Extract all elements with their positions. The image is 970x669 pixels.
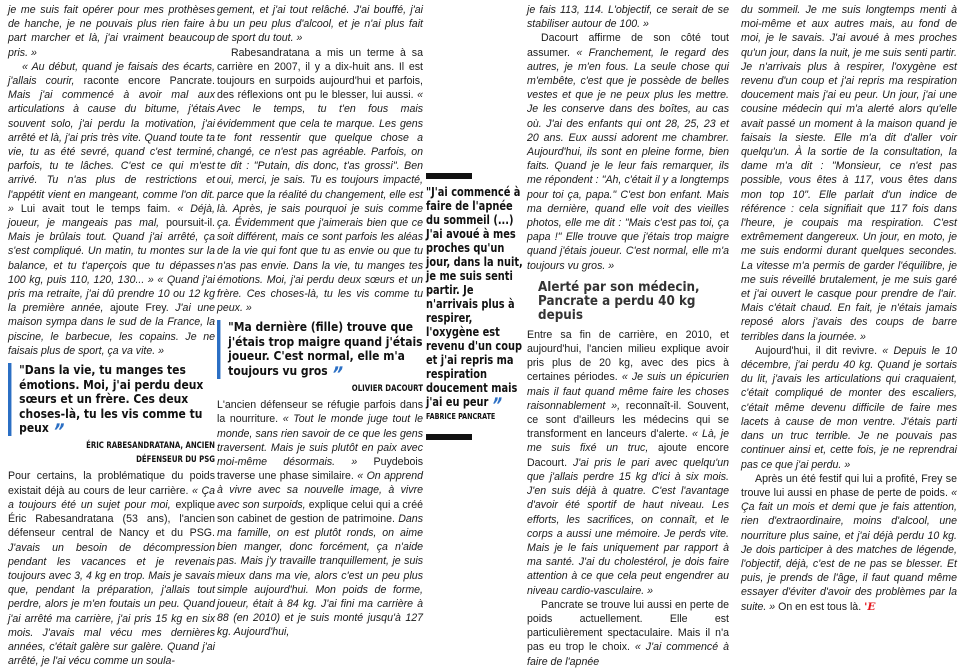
text: ajoute Frey.	[103, 302, 176, 315]
text: On en est tous là.	[775, 600, 865, 613]
article-column-5	[741, 3, 957, 614]
text: Puydebois traverse une phase similaire.	[217, 455, 423, 483]
paragraph	[8, 60, 215, 358]
paragraph	[8, 469, 215, 668]
paragraph	[217, 46, 423, 316]
pull-quote-text: "Dans la vie, tu manges tes émotions. Moi, j'ai perdu deux sœurs et un frère. Ces deux choses-là, tu les vis comme tu peux	[19, 362, 204, 436]
paragraph: du sommeil. Je me suis longtemps menti à moi-même et aux autres mais, au fond de moi, je le savais. J'ai avoué à mes proches qu'un jour, dans la nuit, je me suis senti partir. Je n'arrivais plus à respirer, l'oxygène est revenu d'un coup et j'ai repris ma respiration doucement mais j'ai eu peur. Un jour, j'ai une cousine médecin qui m'a alerté alors qu'elle avait passé un moment à la maison quand je faisais la sieste. Elle m'a dit d'aller voir quelqu'un. À la sortie de la consultation, la dame m'a dit : "Monsieur, ce n'est pas possible, vous êtes à 117, vous êtes dans mon top 10". Elle parlait d'un indice de référence : cela signifiait que 117 fois dans l'heure, je coupais ma respiration. C'est extrêmement dangereux. Un jour, en moto, je me suis endormi durant quelques secondes. La vitesse m'a permis de garder l'équilibre, je me suis réveillé brutalement, je me suis garé et j'ai ouvert le casque pour prendre de l'air. Mais c'était chaud. En fait, je n'étais jamais reposé alors j'avais des coups de barre terribles dans la journée. »	[741, 4, 957, 343]
text: Entre sa fin de carrière, en 2010, et aujourd'hui, l'ancien milieu explique avoir pris plus de 20 kg, avec des pics à certaines périodes.	[527, 328, 729, 384]
quote-text: J'avais un besoin de décompression pendant les vacances et je revenais toujours avec 3, 4 kg en trop. Mais je savais que, pendant la préparation, j'allais tout perdre, alors je m'en foutais un peu. Quand j'ai arrêté ma carrière, j'ai pris 15 kg en six mois. J'avais mal vécu mes dernières années, c'était galère sur galère. Quand j'ai arrêté, je l'ai vécu comme un soula-	[8, 541, 215, 668]
paragraph	[527, 328, 729, 598]
pull-quote	[217, 319, 434, 386]
text: poursuit-il.	[159, 217, 216, 230]
center-pull-quote	[426, 185, 524, 421]
article-column-2	[217, 3, 423, 640]
quote-attribution: FABRICE PANCRATE	[426, 412, 496, 421]
paragraph	[741, 344, 957, 472]
quote-text: Dans ma famille, on est plutôt ronds, on aime bien manger, donc forcément, ça n'aide pas. Mais j'y travaille tranquillement, je suis mieux dans ma vie, alors c'est un peu plus simple aujourd'hui. Mon poids de forme, joueur, était à 84 kg. J'ai fini ma carrière à 88 (en 2010) et je suis monté jusqu'à 127 kg. Aujourd'hui,	[217, 512, 423, 639]
pull-quote-text: "Ma dernière (fille) trouve que j'étais trop maigre quand j'étais joueur. C'est normal, elle m'a toujours vu gros	[228, 319, 423, 378]
quote-text: Mais j'ai commencé à avoir mal aux articulations à cause du bitume, j'étais souvent solo, j'ai perdu la motivation, j'ai arrêté et là, j'ai pris très vite. Quand toute ta vie, tu as été sevré, quand c'est terminé, parfois, tu te lâches. C'est ce qui m'est arrivé. Tu n'as plus de restrictions et l'appétit vient en mangeant, comme l'on dit. »	[8, 89, 215, 215]
quote-text: « Tout le monde juge tout le monde, sans rien savoir de ce que les gens traversent. Mais je suis plutôt en paix avec moi-même désormais. »	[217, 413, 424, 468]
divider-bar-bottom	[426, 434, 472, 440]
quote-text: « Au début, quand je faisais des écarts, j'allais courir,	[8, 60, 215, 88]
quote-text: « Ça a toujours été un sujet pour moi,	[8, 484, 215, 511]
text: Après un été festif qui lui a profité, Frey se trouve lui aussi en phase de perte de poids.	[741, 472, 957, 499]
quote-text: « Déjà, joueur, je mangeais pas mal,	[8, 202, 215, 230]
close-quote-icon: ”	[49, 419, 64, 444]
paragraph: gement, et j'ai tout relâché. J'ai bouffé, j'ai bu un peu plus d'alcool, et je n'ai plus fait de sport du tout. »	[217, 4, 423, 45]
text: reconnaît-il. Souvent, ce sont d'ailleurs les médecins qui se transforment en lanceurs d'alerte.	[527, 399, 729, 441]
text: raconte encore Pancrate.	[74, 75, 216, 88]
quote-text: J'ai une maison sympa dans le sud de la France, la piscine, le barbecue, les copains. Je ne faisais plus de sport, ça va vite. »	[8, 302, 215, 357]
text: Rabesandratana a mis un terme à sa carrière en 2007, il y a dix-huit ans. Il est toujours en surpoids aujourd'hui et parfois, des réflexions ont pu le blesser, lui aussi.	[217, 46, 423, 102]
text: Lui avait tout le temps faim.	[13, 202, 178, 215]
quote-text: « Franchement, le regard des autres, je m'en fous. La seule chose qui m'embête, c'est que je possède de belles vestes et que je ne peux plus les mettre. Je les conserve dans des boîtes, au cas où. J'ai des enfants qui ont 28, 25, 23 et 20 ans. Eux aussi adorent me chambrer. Aujourd'hui, ils sont en pleine forme, bien faits. Quand je le leur fais remarquer, ils me répondent : "Ah, c'était il y a longtemps pour toi ça, papa." C'est bon enfant. Mais ma dernière, quand elle voit des vieilles photos, elle me dit : "Mais c'est pas toi, ça papa !" Elle trouve que j'étais trop maigre quand j'étais joueur. C'est normal, elle m'a toujours vu gros. »	[527, 46, 729, 272]
divider-bar-top	[426, 173, 472, 179]
quote-text: « Depuis le 10 décembre, j'ai perdu 40 kg. Quand je sortais du lit, j'avais les articulations qui craquaient, c'était compliqué de monter des escaliers, c'était même devenu difficile de faire mes lacets à cause de mon ventre. J'étais parti dans un truc terrible. Je ne pouvais pas continuer ainsi et, cette fois, je ne reprendrai pas ce que j'ai perdu. »	[741, 344, 957, 471]
quote-text: « Ça fait un mois et demi que je fais attention, rien d'extraordinaire, moins d'alcool, une nourriture plus saine, et j'ai déjà perdu 10 kg. Je dois participer à des matches de légende, l'objectif, déjà, c'est de ne pas se blesser. Et puis, je prends de l'âge, il faut quand même essayer d'éviter d'avoir des problèmes par la suite. »	[741, 486, 957, 613]
paragraph	[527, 598, 729, 669]
text: ajoute encore Dacourt.	[527, 442, 729, 469]
quote-attribution: ÉRIC RABESANDRATANA, ANCIEN DÉFENSEUR DU PSG	[86, 441, 215, 466]
text: Pour certains, la problématique du poids existait déjà au cours de leur carrière.	[8, 470, 215, 497]
end-mark-logo: 'E	[864, 600, 876, 613]
paragraph	[527, 31, 729, 272]
paragraph	[217, 398, 423, 639]
text: explique Éric Rabesandratana (53 ans), l'ancien défenseur central de Nancy et du PSG.	[8, 498, 216, 540]
quote-text: J'ai pris le pari avec quelqu'un que j'allais perdre 15 kg d'ici à six mois. J'en suis déjà à quatre. C'est l'avantage d'avoir été sportif de haut niveau. Les efforts, les sacrifices, on connaît, et le corps a aussi une mémoire. Je perds vite. Mais je le fais uniquement par rapport à ma santé. J'ai du cholestérol, je dois faire attention à ce que cela peut engendrer au niveau cardio-vasculaire. »	[527, 456, 730, 597]
paragraph	[741, 472, 957, 614]
pull-quote	[8, 362, 226, 444]
quote-text: « Avec le temps, tu t'en fous mais évidemment que cela te marque. Les gens te font ressentir que quelque chose a changé, ce n'est pas agréable. Parfois, on te dit : "Putain, dis donc, t'as grossi". Ben oui, merci, je sais. Tu es toujours impacté, parce que la réalité du changement, elle est là. Après, je sais pourquoi je suis comme ça. Évidemment que j'aimerais bien que ce soit différent, mais ce sont parfois les aléas de la vie qui font que tu as envie ou que tu n'as pas envie. Dans la vie, tu manges tes émotions. Moi, j'ai perdu deux sœurs et un frère. Ces choses-là, tu les vis comme tu peux. »	[217, 89, 423, 315]
article-column-1	[8, 3, 215, 668]
text: explique celui qui a créé son cabinet de gestion de patrimoine.	[217, 498, 423, 525]
paragraph: je fais 113, 114. L'objectif, ce serait de se stabiliser autour de 100. »	[527, 4, 729, 31]
quote-text: « On apprend à vivre avec sa nouvelle image, à vivre avec son surpoids,	[217, 470, 423, 511]
quote-text: « Quand j'ai pris ma retraite, j'ai dû prendre 10 ou 12 kg la première année,	[8, 273, 215, 315]
text: L'ancien défenseur se réfugie parfois dans la nourriture.	[217, 399, 423, 426]
text: Dacourt affirme de son côté tout assumer.	[527, 32, 729, 59]
pull-quote-text: "J'ai commencé à faire de l'apnée du sommeil (...) J'ai avoué à mes proches qu'un jour, dans la nuit, je me suis senti partir. Je n'arrivais plus à respirer, l'oxygène est revenu d'un coup et j'ai repris ma respiration doucement mais j'ai eu peur	[426, 184, 523, 409]
quote-text: « J'ai commencé à faire de l'apnée	[527, 641, 729, 668]
text: Aujourd'hui, il dit revivre.	[755, 344, 883, 357]
subheading: Alerté par son médecin, Pancrate a perdu 40 kg depuis	[538, 279, 700, 323]
article-column-4	[527, 3, 729, 669]
quote-text: « Je suis un épicurien mais il faut quand même faire les choses raisonnablement »,	[527, 371, 729, 412]
close-quote-icon: ”	[328, 361, 343, 386]
paragraph: je me suis fait opérer pour mes prothèses de hanche, je ne pouvais plus rien faire à part marcher et là, j'ai vraiment beaucoup pris. »	[8, 4, 215, 59]
quote-attribution: OLIVIER DACOURT	[351, 383, 423, 394]
text: Pancrate se trouve lui aussi en perte de poids actuellement. Elle est particulièrement spectaculaire. Mais il n'a pas eu trop le choix.	[527, 598, 729, 654]
quote-text: « Là, je me suis fixé un truc,	[527, 428, 729, 455]
close-quote-icon: ”	[489, 393, 502, 417]
quote-text: Mais je brûlais tout. Quand j'ai arrêté, ça s'est compliqué. Un matin, tu montes sur la balance, et tu t'aperçois que tu dépasses 100 kg, puis 110, 120, 130... »	[8, 231, 215, 286]
